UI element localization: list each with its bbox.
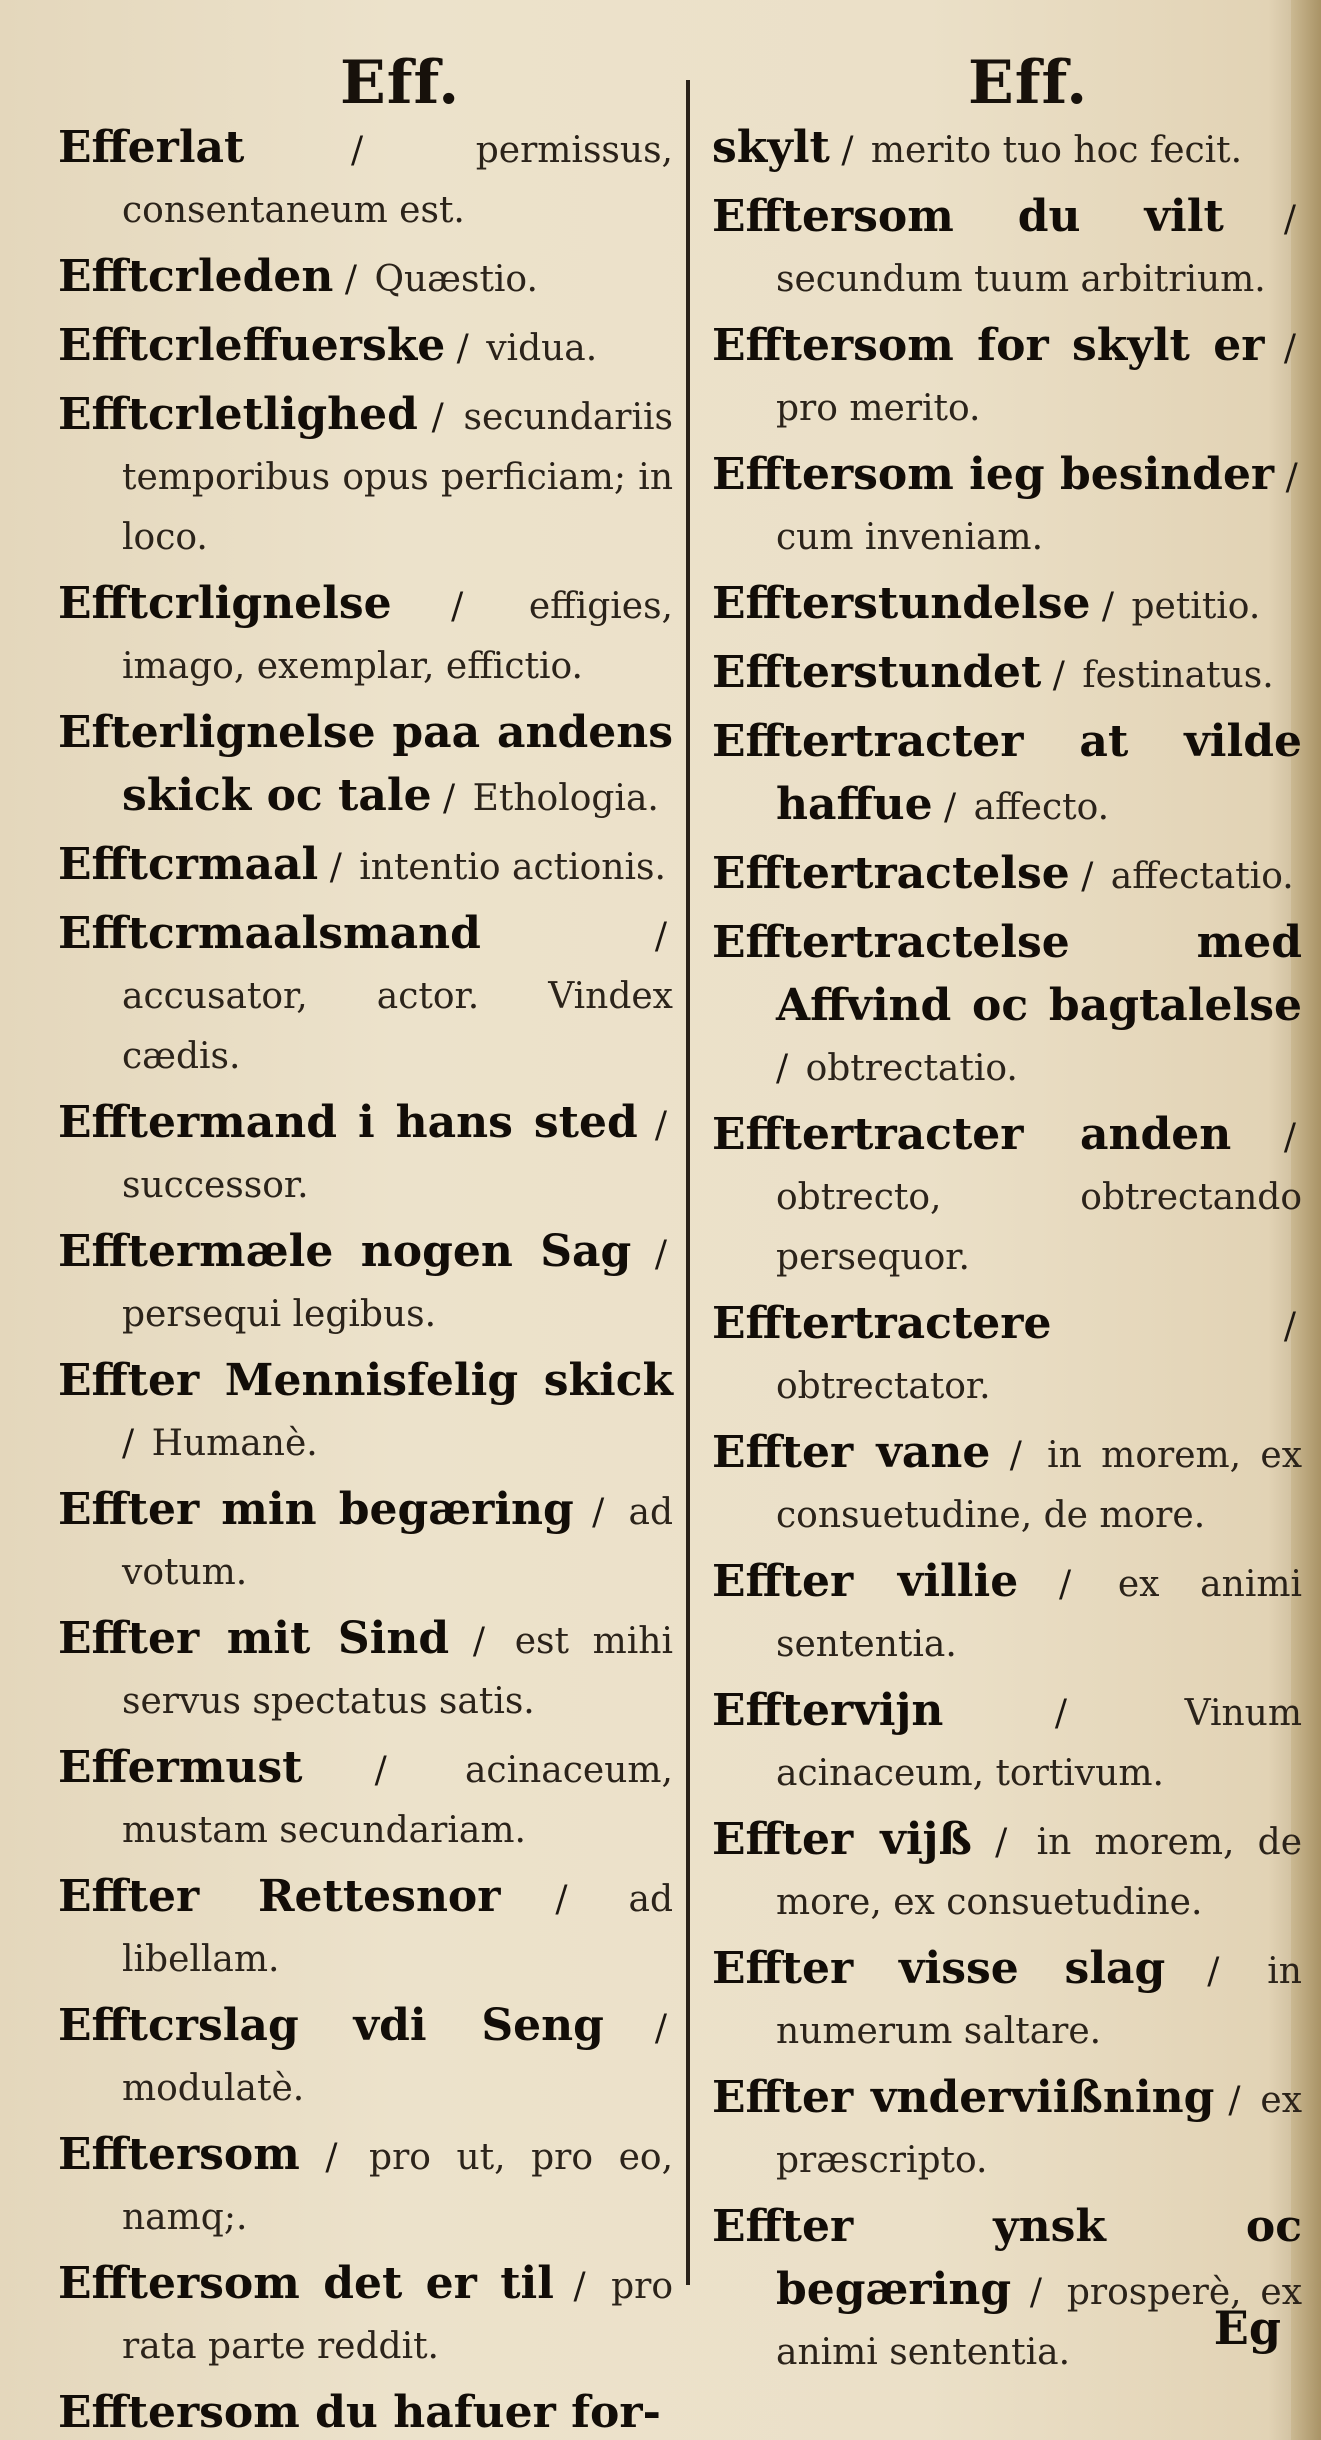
entry-separator: / — [990, 1435, 1042, 1476]
entry-separator: / — [1011, 2272, 1061, 2313]
entry-gloss: ad votum. — [122, 1492, 673, 1593]
entry-headword: Efftertractere — [712, 1298, 1052, 1349]
entry-separator: / — [299, 2137, 364, 2178]
entry-separator: / — [1274, 457, 1298, 498]
column-divider — [686, 80, 690, 2285]
entry-headword: Effter vane — [712, 1427, 991, 1478]
entry-separator: / — [1051, 1306, 1296, 1347]
dictionary-entry — [712, 643, 1302, 706]
entry-headword: Efftermand i hans sted — [58, 1097, 638, 1148]
dictionary-entry — [712, 1939, 1302, 2062]
entry-gloss: obtrectator. — [776, 1366, 991, 1407]
dictionary-entry — [58, 574, 673, 697]
entry-separator: / — [417, 397, 458, 438]
entry-headword: Efftersom du hafuer for- — [58, 2387, 661, 2438]
entry-headword: Efterlignelse paa andens skick oc tale — [58, 707, 673, 821]
entry-headword: Effter vnderviißning — [712, 2072, 1215, 2123]
entry-gloss: in numerum saltare. — [776, 1951, 1302, 2052]
entry-gloss: obtrecto, obtrectando persequor. — [776, 1177, 1302, 1278]
entry-separator: / — [553, 2266, 606, 2307]
entry-gloss: permissus, consentaneum est. — [122, 130, 673, 231]
dictionary-entry — [58, 1996, 673, 2119]
dictionary-entry — [58, 1093, 673, 1216]
entry-separator: / — [1214, 2080, 1255, 2121]
dictionary-entry — [58, 1351, 673, 1474]
dictionary-entry — [712, 913, 1302, 1099]
entry-headword: Effterstundelse — [712, 578, 1091, 629]
entry-gloss: petitio. — [1131, 586, 1261, 627]
right-column-header: Eff. — [968, 48, 1089, 118]
dictionary-entry — [712, 445, 1302, 568]
dictionary-entry — [712, 2197, 1302, 2383]
entry-headword: Efftersom du vilt — [712, 191, 1224, 242]
entry-separator: / — [1223, 199, 1296, 240]
entry-gloss: effigies, imago, exemplar, effictio. — [122, 586, 673, 687]
entry-gloss: modulatè. — [122, 2068, 305, 2109]
entry-separator: / — [1090, 586, 1126, 627]
dictionary-entry — [712, 1423, 1302, 1546]
entry-separator: / — [1041, 655, 1077, 696]
entry-separator: / — [500, 1879, 623, 1920]
entry-gloss: pro merito. — [776, 388, 981, 429]
dictionary-entry — [712, 316, 1302, 439]
entry-headword: Effermust — [58, 1742, 303, 1793]
entry-separator: / — [391, 586, 523, 627]
dictionary-entry — [712, 844, 1302, 907]
entry-separator: / — [1264, 328, 1296, 369]
entry-separator: / — [603, 2008, 667, 2049]
entry-gloss: affecto. — [973, 787, 1110, 828]
entry-headword: Efftcrmaal — [58, 839, 319, 890]
dictionary-entry — [712, 2068, 1302, 2191]
dictionary-entry — [712, 1105, 1302, 1288]
entry-separator: / — [445, 328, 481, 369]
entry-separator: / — [244, 130, 470, 171]
dictionary-entry — [58, 1222, 673, 1345]
entry-gloss: merito tuo hoc fecit. — [870, 130, 1243, 171]
dictionary-entry — [58, 385, 673, 568]
left-column — [58, 118, 673, 2440]
entry-headword: Efftcrlignelse — [58, 578, 392, 629]
dictionary-entry — [58, 2254, 673, 2377]
entry-headword: Efftervijn — [712, 1685, 944, 1736]
dictionary-entry — [58, 2125, 673, 2248]
entry-separator: / — [333, 259, 369, 300]
dictionary-entry — [58, 1609, 673, 1732]
right-column — [712, 118, 1302, 2389]
dictionary-entry — [712, 1810, 1302, 1933]
entry-separator: / — [932, 787, 968, 828]
entry-gloss: Vinum acinaceum, tortivum. — [776, 1693, 1302, 1794]
entry-gloss: secundum tuum arbitrium. — [776, 259, 1266, 300]
entry-headword: Efftersom det er til — [58, 2258, 554, 2309]
entry-separator: / — [1231, 1117, 1297, 1158]
entry-gloss: obtrectatio. — [805, 1048, 1018, 1089]
entry-gloss: ex animi sententia. — [776, 1564, 1302, 1665]
dictionary-entry — [58, 904, 673, 1087]
entry-gloss: acinaceum, mustam secundariam. — [122, 1750, 673, 1851]
entry-gloss: intentio actionis. — [359, 847, 666, 888]
entry-headword: Efftcrletlighed — [58, 389, 418, 440]
dictionary-entry — [712, 1552, 1302, 1675]
entry-separator: / — [776, 1048, 800, 1089]
entry-gloss: affectatio. — [1110, 856, 1294, 897]
dictionary-entry — [58, 316, 673, 379]
entry-headword: Effter ynsk oc begæring — [712, 2201, 1302, 2315]
left-column-header: Eff. — [340, 48, 461, 118]
entry-headword: Efftersom for skylt er — [712, 320, 1265, 371]
entry-separator: / — [1018, 1564, 1112, 1605]
entry-headword: skylt — [712, 122, 830, 173]
entry-gloss: cum inveniam. — [776, 517, 1044, 558]
entry-separator: / — [431, 778, 467, 819]
entry-headword: Effter vijß — [712, 1814, 972, 1865]
entry-gloss: festinatus. — [1082, 655, 1274, 696]
entry-headword: Efferlat — [58, 122, 245, 173]
entry-headword: Efftcrmaalsmand — [58, 908, 481, 959]
entry-headword: Efftertracter anden — [712, 1109, 1232, 1160]
entry-gloss: secundariis temporibus opus perficiam; in loco. — [122, 397, 673, 558]
entry-headword: Effter Mennisfelig skick — [58, 1355, 673, 1406]
dictionary-entry — [58, 1738, 673, 1861]
entry-separator: / — [943, 1693, 1179, 1734]
entry-separator: / — [1069, 856, 1105, 897]
dictionary-entry — [58, 2383, 673, 2440]
entry-headword: Effter mit Sind — [58, 1613, 450, 1664]
entry-gloss: successor. — [122, 1165, 309, 1206]
entry-gloss: vidua. — [486, 328, 598, 369]
entry-headword: Effter min begæring — [58, 1484, 574, 1535]
entry-separator: / — [631, 1234, 667, 1275]
entry-separator: / — [1165, 1951, 1262, 1992]
entry-separator: / — [637, 1105, 668, 1146]
entry-headword: Efftermæle nogen Sag — [58, 1226, 632, 1277]
entry-gloss: persequi legibus. — [122, 1294, 437, 1335]
entry-headword: Efftersom — [58, 2129, 300, 2180]
dictionary-entry — [712, 118, 1302, 181]
entry-headword: Efftertractelse — [712, 848, 1070, 899]
entry-gloss: est mihi servus spectatus satis. — [122, 1621, 674, 1722]
entry-gloss: pro rata parte reddit. — [122, 2266, 674, 2367]
dictionary-entry — [712, 1681, 1302, 1804]
entry-separator: / — [829, 130, 865, 171]
entry-headword: Effter Rettesnor — [58, 1871, 501, 1922]
dictionary-entry — [58, 1867, 673, 1990]
entry-gloss: prosperè, ex animi sententia. — [776, 2272, 1302, 2373]
entry-gloss: Ethologia. — [472, 778, 659, 819]
dictionary-entry — [712, 712, 1302, 838]
entry-gloss: accusator, actor. Vindex cædis. — [122, 976, 673, 1077]
entry-gloss: pro ut, pro eo, namq;. — [122, 2137, 674, 2238]
entry-headword: Efftertracter at vilde haffue — [712, 716, 1302, 830]
dictionary-entry — [58, 1480, 673, 1603]
entry-separator: / — [122, 1423, 146, 1464]
entry-headword: Effter villie — [712, 1556, 1019, 1607]
entry-headword: Efftcrleden — [58, 251, 334, 302]
dictionary-entry — [712, 574, 1302, 637]
entry-separator: / — [480, 916, 667, 957]
dictionary-entry — [58, 703, 673, 829]
entry-headword: Efftersom ieg besinder — [712, 449, 1275, 500]
entry-gloss: ex præscripto. — [776, 2080, 1303, 2181]
entry-gloss: in morem, ex consuetudine, de more. — [776, 1435, 1303, 1536]
entry-headword: Efftcrleffuerske — [58, 320, 446, 371]
entry-gloss: Quæstio. — [374, 259, 538, 300]
entry-separator: / — [449, 1621, 509, 1662]
entry-gloss: in morem, de more, ex consuetudine. — [776, 1822, 1303, 1923]
dictionary-entry — [712, 187, 1302, 310]
entry-separator: / — [302, 1750, 459, 1791]
catchword: Eg — [1213, 2301, 1281, 2355]
entry-headword: Effterstundet — [712, 647, 1042, 698]
entry-gloss: Humanè. — [151, 1423, 318, 1464]
dictionary-entry — [58, 247, 673, 310]
entry-separator: / — [971, 1822, 1031, 1863]
entry-headword: Efftertractelse med Affvind oc bagtalelse — [712, 917, 1302, 1031]
dictionary-entry — [58, 835, 673, 898]
entry-separator: / — [573, 1492, 623, 1533]
entry-headword: Effter visse slag — [712, 1943, 1166, 1994]
entry-gloss: ad libellam. — [122, 1879, 673, 1980]
entry-separator: / — [318, 847, 354, 888]
dictionary-entry — [58, 118, 673, 241]
dictionary-entry — [712, 1294, 1302, 1417]
entry-headword: Efftcrslag vdi Seng — [58, 2000, 604, 2051]
